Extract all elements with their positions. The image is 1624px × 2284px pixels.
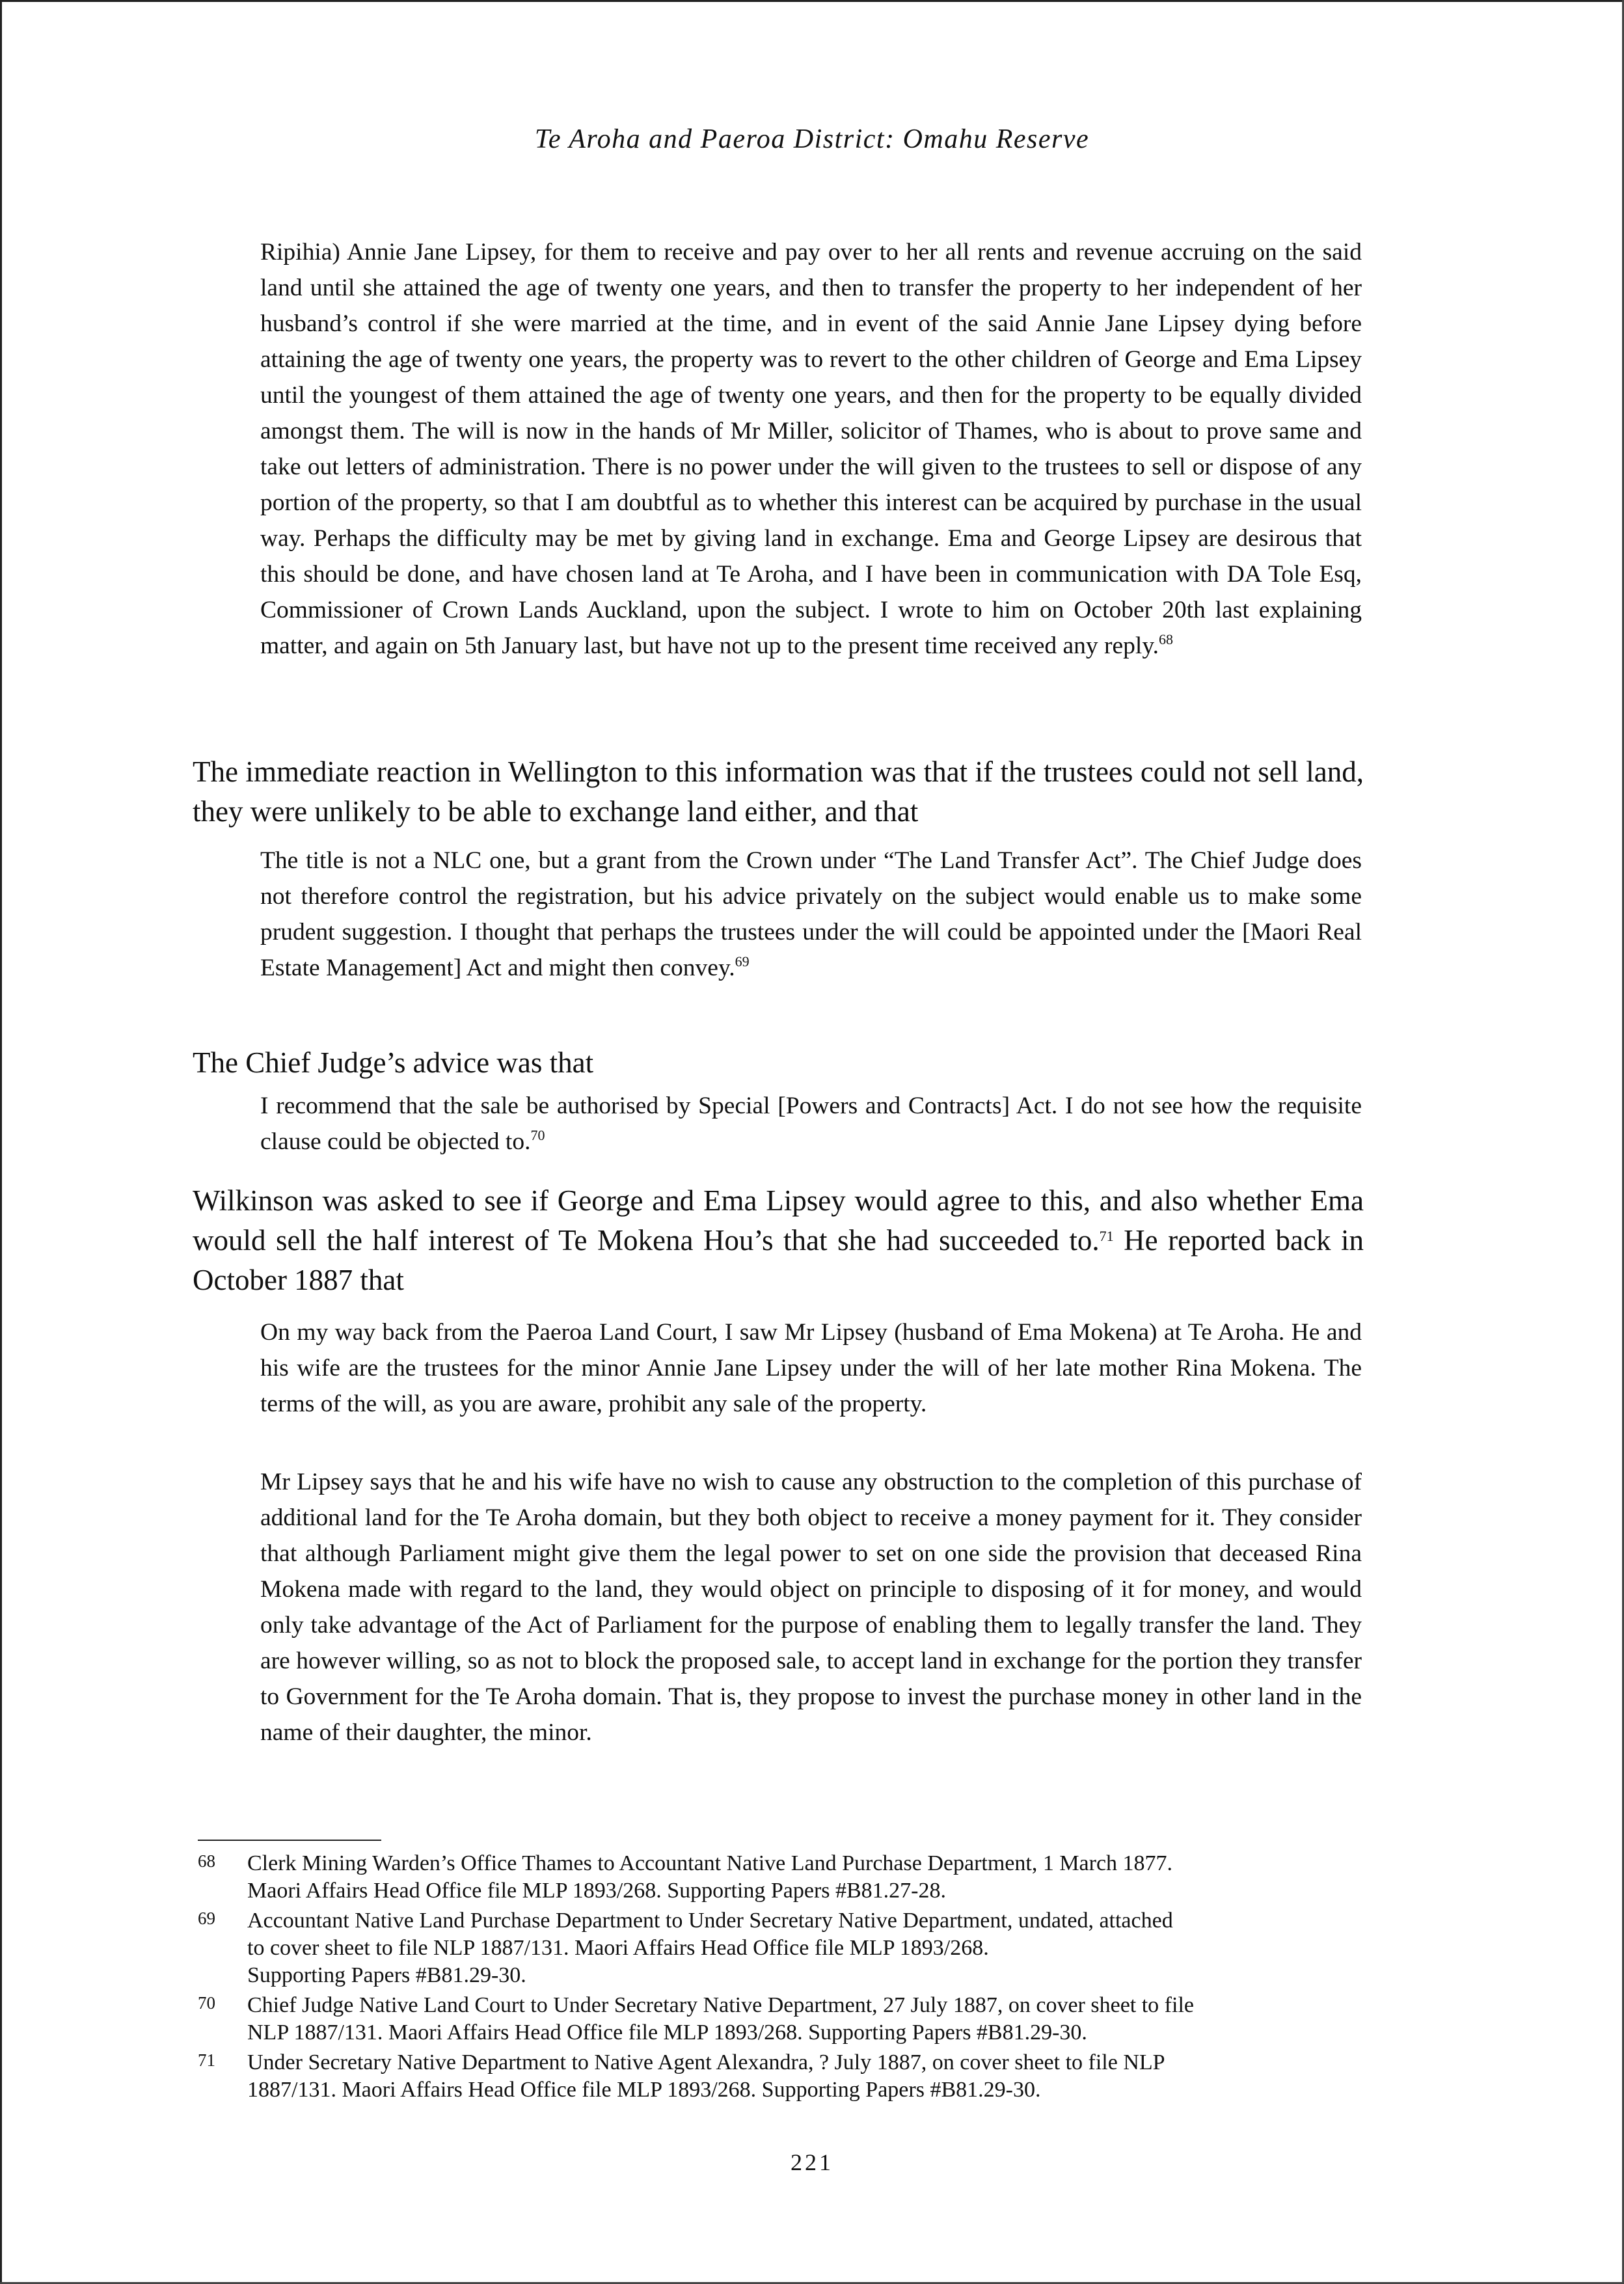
footnote-line: to cover sheet to file NLP 1887/131. Maori Affairs Head Office file MLP 1893/268.: [247, 1936, 989, 1960]
footnote-70: [198, 1992, 1362, 2046]
footnotes: [198, 1850, 1362, 2106]
footnote-line: Supporting Papers #B81.29-30.: [247, 1963, 526, 1987]
block-quote-2: [260, 843, 1362, 986]
body-paragraph-3-tail: He reported back in October 1887 that: [193, 1224, 1364, 1296]
page-number: 221: [791, 2149, 833, 2175]
footnote-line: Clerk Mining Warden’s Office Thames to Accountant Native Land Purchase Department, 1 March 1877.: [247, 1851, 1173, 1875]
body-paragraph-1: The immediate reaction in Wellington to this information was that if the trustees could not sell land, they were unlikely to be able to exchange land either, and that: [193, 755, 1364, 828]
block-quote-4b: Mr Lipsey says that he and his wife have no wish to cause any obstruction to the completion of this purchase of additional land for the Te Aroha domain, but they both object to receive a money payment for it. They consider that although Parliament might give them the legal power to set on one side the provision that deceased Rina Mokena made with regard to the land, they would object on principle to disposing of it for money, and would only take advantage of the Act of Parliament for the purpose of enabling them to legally transfer the land. They are however willing, so as not to block the proposed sale, to accept land in exchange for the portion they transfer to Government for the Te Aroha domain. That is, they propose to invest the purchase money in other land in the name of their daughter, the minor.: [260, 1469, 1362, 1746]
footnote-68: [198, 1850, 1362, 1905]
footnote-number: 69: [198, 1909, 215, 1928]
footnote-line: Maori Affairs Head Office file MLP 1893/268. Supporting Papers #B81.27-28.: [247, 1879, 947, 1903]
footnote-line: Chief Judge Native Land Court to Under Secretary Native Department, 27 July 1887, on cover sheet to file: [247, 1993, 1194, 2017]
running-head: Te Aroha and Paeroa District: Omahu Reserve: [534, 124, 1090, 154]
footnote-ref-68[interactable]: 68: [1159, 631, 1174, 647]
block-quote-1: [260, 234, 1362, 664]
quote-1-text: Ripihia) Annie Jane Lipsey, for them to receive and pay over to her all rents and revenue accruing on the said land until she attained the age of twenty one years, and then to transfer the property to her independent of her husband’s control if she were married at the time, and in event of the said Annie Jane Lipsey dying before attaining the age of twenty one years, the property was to revert to the other children of George and Ema Lipsey until the youngest of them attained the age of twenty one years, and then for the property to be equally divided amongst them. The will is now in the hands of Mr Miller, solicitor of Thames, who is about to prove same and take out letters of administration. There is no power under the will given to the trustees to sell or dispose of any portion of the property, so that I am doubtful as to whether this interest can be acquired by purchase in the usual way. Perhaps the difficulty may be met by giving land in exchange. Ema and George Lipsey are desirous that this should be done, and have chosen land at Te Aroha, and I have been in communication with DA Tole Esq, Commissioner of Crown Lands Auckland, upon the subject. I wrote to him on October 20th last explaining matter, and again on 5th January last, but have not up to the present time received any reply.: [260, 239, 1362, 659]
footnote-ref-69[interactable]: 69: [735, 953, 750, 970]
footnote-ref-70[interactable]: 70: [530, 1127, 545, 1143]
quote-2-text: The title is not a NLC one, but a grant from the Crown under “The Land Transfer Act”. The Chief Judge does not therefore control the registration, but his advice privately on the subject would enable us to make some prudent suggestion. I thought that perhaps the trustees under the will could be appointed under the [Maori Real Estate Management] Act and might then convey.: [260, 847, 1362, 981]
page-border-left: [0, 0, 2, 2284]
body-paragraph-3-text: Wilkinson was asked to see if George and Ema Lipsey would agree to this, and also whether Ema would sell the half interest of Te Mokena Hou’s that she had succeeded to.: [193, 1184, 1364, 1257]
body-paragraph-2: The Chief Judge’s advice was that: [193, 1046, 594, 1079]
footnote-number: 70: [198, 1993, 215, 2013]
footnote-separator: [198, 1840, 381, 1841]
block-quote-3: [260, 1088, 1362, 1160]
block-quote-4a: On my way back from the Paeroa Land Court, I saw Mr Lipsey (husband of Ema Mokena) at Te Aroha. He and his wife are the trustees for the minor Annie Jane Lipsey under the will of her late mother Rina Mokena. The terms of the will, as you are aware, prohibit any sale of the property.: [260, 1319, 1362, 1417]
footnote-69: [198, 1907, 1362, 1989]
footnote-line: Under Secretary Native Department to Native Agent Alexandra, ? July 1887, on cover sheet to file NLP: [247, 2050, 1165, 2074]
footnote-ref-71[interactable]: 71: [1099, 1228, 1114, 1244]
footnote-line: NLP 1887/131. Maori Affairs Head Office file MLP 1893/268. Supporting Papers #B81.29-30.: [247, 2020, 1087, 2045]
footnote-line: 1887/131. Maori Affairs Head Office file MLP 1893/268. Supporting Papers #B81.29-30.: [247, 2078, 1041, 2102]
quote-3-text: I recommend that the sale be authorised by Special [Powers and Contracts] Act. I do not see how the requisite clause could be objected to.: [260, 1093, 1362, 1155]
footnote-number: 68: [198, 1851, 215, 1871]
footnote-71: [198, 2049, 1362, 2104]
footnote-line: Accountant Native Land Purchase Department to Under Secretary Native Department, undated, attached: [247, 1909, 1173, 1933]
footnote-number: 71: [198, 2050, 215, 2070]
body-paragraph-3: [193, 1181, 1364, 1300]
page-border-top: [0, 0, 1624, 2]
